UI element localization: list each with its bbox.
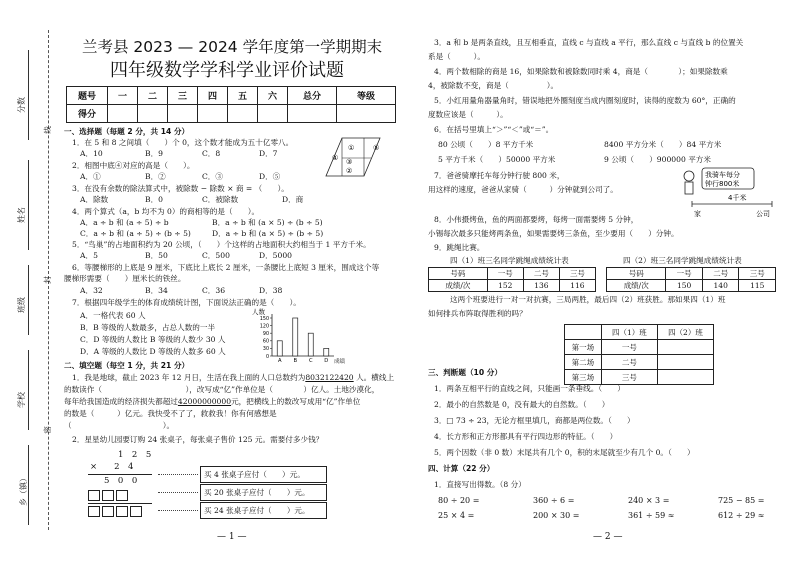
- fill-1-line1: [72, 373, 394, 383]
- q3-option-b: B．0: [145, 195, 164, 204]
- fill-6: 6．在括号里填上“＞”“＜”或“＝”。: [434, 125, 554, 134]
- score-cell[interactable]: [288, 105, 337, 123]
- page-right: [428, 0, 788, 561]
- loss-number: 42000000000: [177, 397, 232, 406]
- exam-title-line1: 兰考县 2023 — 2024 学年度第一学期期末: [82, 38, 383, 56]
- score-row-label: 得分: [67, 105, 108, 123]
- table-cell: 三号: [739, 268, 776, 280]
- score-header-cell: 题号: [67, 87, 108, 105]
- score-table-score-row: [67, 105, 396, 123]
- buy-4-box: [200, 466, 327, 483]
- calc-item: 361 ÷ 59 ≈: [628, 511, 675, 520]
- question-7: 7．根据四年级学生的体育成绩统计图，下面说法正确的是（ ）。: [72, 298, 301, 307]
- q4-option-b: B．a ÷ b 和 (a × 5) ÷ (b ÷ 5): [212, 218, 323, 227]
- score-header-cell: 四: [198, 87, 228, 105]
- question-6: 6．等腰梯形的上底是 9 厘米，下底比上底长 2 厘米，一条腰比上底短 3 厘米，围成这个等: [72, 263, 380, 272]
- margin-underline: [28, 160, 29, 250]
- buy-20-text: 买 20 张桌子应付（ ）元。: [204, 488, 310, 497]
- table-cell: [565, 325, 602, 340]
- score-table-header-row: [67, 87, 396, 105]
- question-6-cont: 腰梯形需要（ ）厘米长的铁丝。: [64, 274, 186, 283]
- score-header-cell: 一: [108, 87, 138, 105]
- chart-bar: [293, 318, 298, 356]
- table-cell: 四（1）班: [601, 325, 657, 340]
- fill-5-line2: 度数应该是（ ）。: [428, 110, 508, 119]
- answer-box[interactable]: [88, 506, 100, 517]
- q6-option-a: A．32: [80, 286, 103, 295]
- table-cell: 三号: [601, 370, 657, 385]
- table-row: [565, 340, 714, 355]
- margin-label-class: 班级: [17, 297, 26, 313]
- speech-bubble-line2: 钟行800米: [705, 180, 740, 188]
- table-row: [607, 280, 776, 292]
- q4-option-c: C．a ÷ b 和 (a ÷ 5) ÷ (b ÷ 5): [80, 229, 191, 238]
- buy-24-text: 买 24 张桌子应付（ ）元。: [204, 506, 310, 515]
- fill-5-line1: 5．小红用量角器量角时，错误地把外圈刻度当成内圈刻度时，读得的度数为 60°，正确的: [434, 96, 736, 105]
- table-cell: 一号: [666, 268, 703, 280]
- q1-option-c: C．8: [202, 149, 221, 158]
- q7-option-d: D．A 等级的人数比 D 等级的人数多 60 人: [80, 347, 226, 356]
- q6-option-c: C．36: [202, 286, 226, 295]
- q1-option-d: D．7: [259, 149, 278, 158]
- page-number-left: — 1 —: [217, 532, 247, 542]
- q6-option-d: D．38: [259, 286, 283, 295]
- buy-20-box: [200, 484, 327, 501]
- judge-2: 2．最小的自然数是 0，没有最大的自然数。（ ）: [434, 400, 610, 409]
- q5-option-b: B．50: [145, 251, 168, 260]
- q4-option-d: D．a ÷ b 和 (a × 5) ÷ (b ÷ 5): [212, 229, 324, 238]
- calc-item: 612 ÷ 29 ≈: [718, 511, 765, 520]
- class1-score-table: [428, 267, 596, 292]
- chart-y-tick-label: 90: [262, 332, 269, 337]
- judge-1: 1．两条互相平行的直线之间，只能画一条垂线。（ ）: [434, 384, 625, 393]
- table-cell: 四（2）班: [657, 325, 713, 340]
- fill-1-line4: 的数是（ ）亿元。我快受不了了，救救我！你有何感想是: [64, 409, 277, 418]
- seal-mark-line: 线: [42, 126, 52, 134]
- chart-y-tick-label: 60: [262, 339, 269, 345]
- section1-title: 一、选择题（每题 2 分，共 14 分）: [64, 127, 190, 136]
- answer-box[interactable]: [116, 506, 128, 517]
- dotted-connector: [158, 510, 198, 511]
- chart-bar: [308, 333, 313, 356]
- table-row: [565, 325, 714, 340]
- fill-3-line1: 3．a 和 b 是两条直线，且互相垂直，直线 c 与直线 a 平行，那么直线 c 与直线 b 的位置关: [434, 38, 744, 47]
- table-cell: 一号: [601, 340, 657, 355]
- dotted-connector: [158, 492, 198, 493]
- page-left: [62, 0, 407, 561]
- score-header-cell: 二: [138, 87, 168, 105]
- score-header-cell: 五: [228, 87, 258, 105]
- fill-1-text-end: 元，把横线上的数改写成用“亿”作单位: [231, 397, 361, 406]
- calc-item: 25 × 4 =: [438, 511, 475, 520]
- dad-route-illustration: [680, 166, 780, 221]
- calc-item: 240 × 3 =: [628, 496, 670, 505]
- mult-rule: [88, 474, 152, 475]
- fill-1-text-end: 人。横线上: [353, 373, 395, 382]
- fill-4-line1: 4．两个数相除的商是 16，如果除数和被除数同时乘 4，商是（ ）；如果除数乘: [434, 67, 728, 76]
- judge-4: 4．长方形和正方形都具有平行四边形的特征。（ ）: [434, 432, 618, 441]
- margin-label-school: 学校: [17, 392, 26, 408]
- section4-title: 四、计算（22 分）: [428, 464, 495, 473]
- score-cell[interactable]: [108, 105, 138, 123]
- answer-box[interactable]: [116, 490, 128, 501]
- chart-y-tick-label: 150: [259, 316, 269, 322]
- question-5: 5．“鸟巢”的占地面积约为 20 公顷，（ ）个这样的占地面积大约相当于 1 平方千米。: [72, 240, 371, 249]
- calc-item: 360 ÷ 6 =: [533, 496, 575, 505]
- table-cell[interactable]: [657, 340, 713, 355]
- table-cell: 140: [702, 280, 739, 292]
- table-cell: 号码: [607, 268, 666, 280]
- q2-option-b: B．②: [145, 172, 166, 181]
- table-cell[interactable]: [657, 355, 713, 370]
- score-table: [66, 86, 396, 123]
- svg-text:③: ③: [346, 158, 353, 166]
- compare-4: 9 公顷（ ）900000 平方米: [604, 155, 711, 164]
- question-1: 1．在 5 和 8 之间填（ ）个 0，这个数才能成为五十亿零八。: [72, 138, 294, 147]
- table-cell: 第一场: [565, 340, 602, 355]
- buy-24-box: [200, 502, 327, 519]
- parallelogram-figure: [324, 136, 384, 181]
- table-row: [429, 268, 596, 280]
- class2-score-table: [606, 267, 776, 292]
- fill-9: 9．跳绳比赛。: [434, 243, 485, 252]
- fill-1-line5: （ ）。: [64, 421, 175, 430]
- question-4: 4．两个算式（a，b 均不为 0）的商相等的是（ ）。: [72, 207, 260, 216]
- fill-1-text: 每年给我国造成的经济损失都超过: [64, 397, 178, 406]
- exam-title-line2: 四年级数学学科学业评价试题: [110, 60, 344, 81]
- fill-7-line2: 用这样的速度，爸爸从家骑（ ）分钟就到公司了。: [428, 185, 618, 194]
- fill-1-text: 1．我是地球，截止 2023 年 12 月日，生活在我上面的人口总数约为: [72, 373, 306, 382]
- score-header-cell: 等级: [337, 87, 396, 105]
- section2-title: 二、填空题（每空 1 分，共 21 分）: [64, 361, 190, 370]
- answer-box[interactable]: [88, 490, 100, 501]
- chart-bar: [324, 348, 329, 356]
- q4-option-a: A．a ÷ b 和 (a ÷ 5) ÷ b: [80, 218, 169, 227]
- table-cell: 一号: [487, 268, 523, 280]
- score-cell[interactable]: [198, 105, 228, 123]
- table-cell: 成绩/次: [607, 280, 666, 292]
- chart-x-tick-label: C: [308, 358, 313, 364]
- q5-option-d: D．5000: [259, 251, 293, 260]
- q2-option-a: A．①: [80, 172, 101, 181]
- table-cell[interactable]: [657, 370, 713, 385]
- distance-label: 4千米: [728, 194, 747, 202]
- margin-underline: [28, 50, 29, 140]
- chart-y-label: 人数: [252, 308, 265, 316]
- mult-top: 1 2 5: [118, 450, 152, 460]
- q3-option-d: D．商: [282, 195, 304, 204]
- calc-item: 725 − 85 =: [718, 496, 765, 505]
- table-cell: 115: [739, 280, 776, 292]
- svg-text:⑤: ⑤: [373, 144, 380, 152]
- fill-4-line2: 4，被除数不变，商是（ ）。: [428, 81, 559, 90]
- calc-item: 200 × 30 =: [533, 511, 580, 520]
- calc-item: 80 ÷ 20 =: [438, 496, 480, 505]
- page-number-right: — 2 —: [593, 532, 623, 542]
- mult-multiplier: × 2 4: [90, 462, 134, 472]
- seal-mark-secret: 密: [42, 426, 52, 434]
- table-row: [565, 355, 714, 370]
- table-cell: 二号: [702, 268, 739, 280]
- q1-option-a: A．10: [80, 149, 103, 158]
- question-2: 2．相图中底④对应的高是（ ）。: [72, 161, 195, 170]
- section3-title: 三、判断题（10 分）: [428, 368, 502, 377]
- table-cell: 三号: [559, 268, 595, 280]
- company-label: 公司: [756, 210, 770, 218]
- mult-rule: [88, 503, 152, 504]
- margin-label-name: 姓名: [17, 207, 26, 223]
- table1-title: 四（1）班三名同学跳绳成绩统计表: [450, 256, 569, 265]
- chart-x-tick-label: D: [324, 358, 329, 364]
- margin-underline: [28, 445, 29, 525]
- grade-bar-chart: [250, 306, 350, 364]
- answer-box[interactable]: [130, 506, 142, 517]
- q7-option-a: A．一格代表 60 人: [80, 311, 146, 320]
- speech-bubble-line1: 我骑车每分: [705, 171, 740, 179]
- svg-text:①: ①: [348, 144, 355, 152]
- table-cell: 成绩/次: [429, 280, 488, 292]
- compare-3: 5 平方千米（ ）50000 平方米: [438, 155, 556, 164]
- table-cell: 116: [559, 280, 595, 292]
- fill-1-line2: 的数读作（ ），改写成“亿”作单位是（ ）亿人。土地沙漠化，: [64, 385, 380, 394]
- judge-5: 5．两个因数（非 0 数）末尾共有几个 0，积的末尾就至少有几个 0。（ ）: [434, 448, 695, 457]
- compare-2: 8400 平方分米（ ）84 平方米: [604, 140, 722, 149]
- q6-option-b: B．34: [145, 286, 168, 295]
- dotted-connector: [158, 474, 198, 475]
- chart-x-label: 成绩: [334, 359, 346, 364]
- margin-label-town: 乡（镇）: [19, 474, 28, 506]
- score-cell[interactable]: [228, 105, 258, 123]
- fill-9-text3: 如何排兵布阵取得胜利的吗？: [428, 309, 527, 318]
- score-cell[interactable]: [168, 105, 198, 123]
- svg-text:②: ②: [346, 167, 353, 175]
- fill-7-line1: 7．爸爸骑摩托车每分钟行驶 800 米，: [434, 171, 565, 180]
- q5-option-c: C．500: [202, 251, 230, 260]
- q2-option-d: D．⑤: [259, 172, 281, 181]
- seal-mark-seal: 封: [42, 276, 52, 284]
- fill-1-line3: [64, 397, 360, 407]
- chart-x-tick-label: A: [277, 358, 282, 364]
- q3-option-c: C．被除数: [202, 195, 239, 204]
- table-cell: 号码: [429, 268, 488, 280]
- fill-8-line2: 小锡每次最多只能烤两条鱼，如果需要烤三条鱼，至少要用（ ）分钟。: [428, 229, 679, 238]
- q1-option-b: B．9: [145, 149, 164, 158]
- svg-text:④: ④: [332, 154, 339, 162]
- home-label: 家: [694, 210, 701, 218]
- table-cell: 150: [666, 280, 703, 292]
- table-row: [429, 280, 596, 292]
- table-cell: 第二场: [565, 355, 602, 370]
- score-header-cell: 三: [168, 87, 198, 105]
- mult-partial: 5 0 0: [104, 476, 138, 486]
- fill-8-line1: 8．小伟摄烤鱼，鱼的两面都要烤，每烤一面需要烤 5 分钟，: [434, 215, 639, 224]
- q3-option-a: A．除数: [80, 195, 109, 204]
- chart-y-tick-label: 30: [262, 347, 269, 353]
- buy-4-text: 买 4 张桌子应付（ ）元。: [204, 470, 305, 479]
- table-cell: 136: [523, 280, 559, 292]
- table-cell: 152: [487, 280, 523, 292]
- chart-y-tick-label: 0: [265, 354, 269, 360]
- q7-option-b: B．B 等级的人数最多，占总人数的一半: [80, 323, 216, 332]
- score-cell[interactable]: [138, 105, 168, 123]
- score-cell[interactable]: [337, 105, 396, 123]
- answer-box[interactable]: [102, 490, 114, 501]
- question-3: 3．在没有余数的除法算式中，被除数 − 除数 × 商 = （ ）。: [72, 184, 289, 193]
- multiplication-work: [84, 448, 154, 518]
- binding-margin: [8, 30, 58, 530]
- q5-option-a: A．5: [80, 251, 98, 260]
- chart-bar: [277, 341, 282, 356]
- table-cell: 二号: [523, 268, 559, 280]
- margin-underline: [28, 265, 29, 335]
- q7-option-c: C．D 等级的人数比 B 等级的人数少 30 人: [80, 335, 226, 344]
- fill-2: 2．星星幼儿园要订购 24 张桌子，每张桌子售价 125 元。需要付多少钱？: [72, 435, 324, 444]
- population-number: 8032122420: [305, 373, 354, 382]
- calc-intro: 1．直接写出得数。（8 分）: [434, 480, 526, 489]
- answer-box[interactable]: [102, 506, 114, 517]
- table-cell: 第三场: [565, 370, 602, 385]
- q2-option-c: C．③: [202, 172, 223, 181]
- table-cell: 二号: [601, 355, 657, 370]
- margin-label-score: 分数: [17, 97, 26, 113]
- score-header-cell: 六: [258, 87, 288, 105]
- score-header-cell: 总分: [288, 87, 337, 105]
- judge-3: 3．□ 73 ÷ 23，无论方框里填几，商都是两位数。（ ）: [434, 416, 635, 425]
- chart-x-tick-label: B: [293, 358, 298, 364]
- table-row: [607, 268, 776, 280]
- chart-y-tick-label: 120: [259, 324, 269, 330]
- table-row: [565, 370, 714, 385]
- margin-underline: [28, 350, 29, 430]
- score-cell[interactable]: [258, 105, 288, 123]
- battle-order-table: [564, 324, 714, 385]
- fill-9-text1: 这两个班要进行一对一对抗赛，三局两胜，最后四（2）班获胜。那如果四（1）班: [450, 295, 726, 304]
- table2-title: 四（2）班三名同学跳绳成绩统计表: [623, 256, 742, 265]
- compare-1: 80 公顷（ ）8 平方千米: [438, 140, 534, 149]
- fill-3-line2: 系是（ ）。: [428, 52, 485, 61]
